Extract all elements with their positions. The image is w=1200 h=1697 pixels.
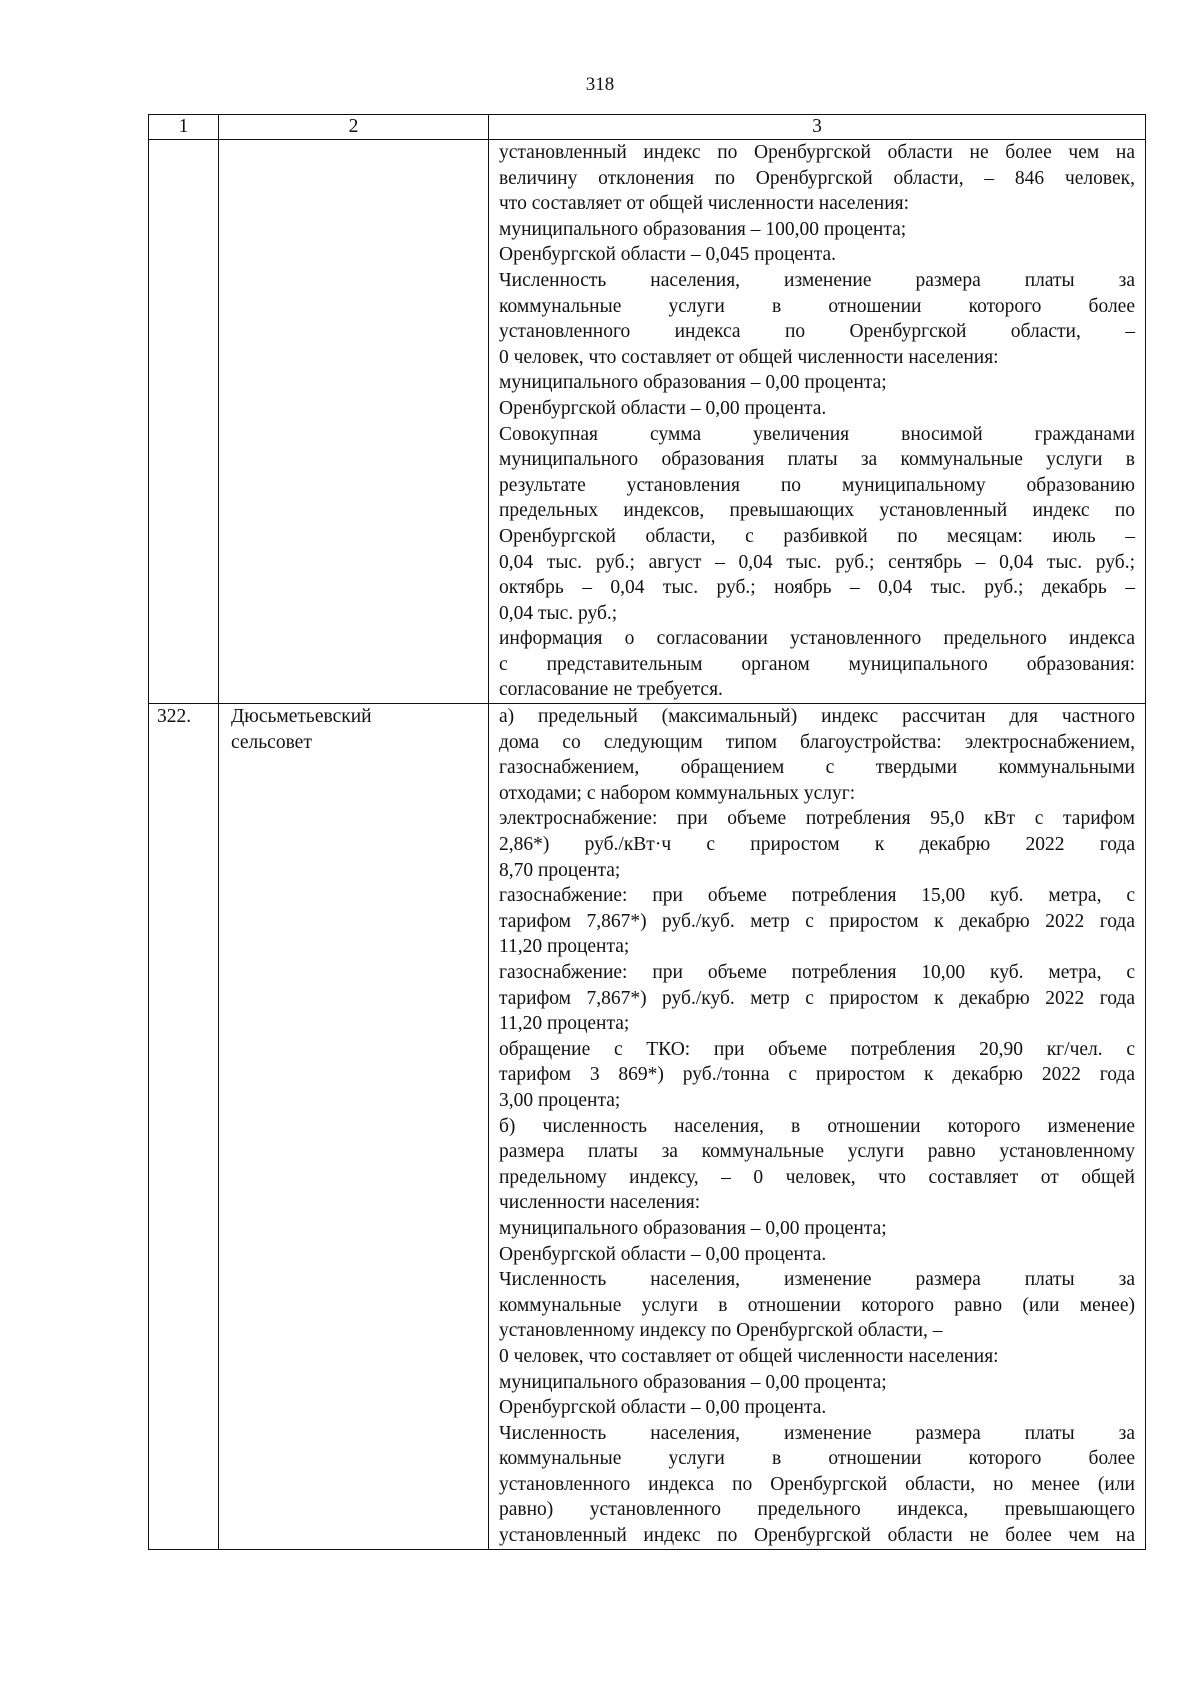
text-line: с представительным органом муниципального образования: [499, 653, 1135, 675]
description-text [499, 140, 1135, 703]
text-line: равно) установленного предельного индекса, превышающего [499, 1499, 1135, 1521]
row-number-cell: 322. [149, 704, 219, 1550]
header-col-2: 2 [219, 115, 489, 140]
text-line: октябрь – 0,04 тыс. руб.; ноябрь – 0,04 тыс. руб.; декабрь – [499, 577, 1135, 599]
text-line: предельному индексу, – 0 человек, что составляет от общей [499, 1166, 1135, 1188]
text-line: дома со следующим типом благоустройства: электроснабжением, [499, 731, 1135, 753]
text-line: электроснабжение: при объеме потребления 95,0 кВт с тарифом [499, 808, 1135, 830]
text-line: величину отклонения по Оренбургской области, – 846 человек, [499, 167, 1135, 189]
text-line: Численность населения, изменение размера платы за [499, 269, 1135, 291]
row-number-cell [149, 140, 219, 704]
text-line: муниципального образования – 100,00 процента; [499, 218, 907, 240]
text-line: Оренбургской области – 0,045 процента. [499, 244, 836, 266]
description-text [499, 704, 1135, 1549]
text-line: установленного индекса по Оренбургской области, но менее (или [499, 1473, 1135, 1495]
text-line: установленному индексу по Оренбургской области, – [499, 1320, 943, 1342]
text-line: отходами; с набором коммунальных услуг: [499, 782, 856, 804]
text-line: коммунальные услуги в отношении которого более [499, 295, 1135, 317]
page-number: 318 [585, 74, 615, 95]
text-line: б) численность населения, в отношении которого изменение [499, 1115, 1135, 1137]
text-line: Оренбургской области, с разбивкой по месяцам: июль – [499, 525, 1135, 547]
text-line: Совокупная сумма увеличения вносимой гражданами [499, 423, 1135, 445]
text-line: тарифом 7,867*) руб./куб. метр с приростом к декабрю 2022 года [499, 987, 1135, 1009]
municipality-cell [219, 140, 489, 704]
description-cell [489, 704, 1146, 1550]
text-line: газоснабжение: при объеме потребления 10,00 куб. метра, с [499, 962, 1135, 983]
text-line: а) предельный (максимальный) индекс рассчитан для частного [499, 706, 1135, 728]
text-line: 0,04 тыс. руб.; август – 0,04 тыс. руб.; сентябрь – 0,04 тыс. руб.; [499, 551, 1135, 573]
table-row-continuation [149, 140, 1146, 704]
table-header-row [149, 115, 1146, 140]
text-line: установленного индекса по Оренбургской области, – [499, 321, 1135, 343]
text-line: предельных индексов, превышающих установленный индекс по [499, 500, 1135, 522]
municipality-type-line: сельсовет [231, 731, 312, 753]
header-col-3: 3 [489, 115, 1146, 140]
text-line: Численность населения, изменение размера платы за [499, 1269, 1135, 1291]
text-line: коммунальные услуги в отношении которого равно (или менее) [499, 1294, 1135, 1316]
text-line: тарифом 3 869*) руб./тонна с приростом к декабрю 2022 года [499, 1064, 1135, 1086]
text-line: информация о согласовании установленного предельного индекса [499, 628, 1135, 650]
text-line: газоснабжением, обращением с твердыми коммунальными [499, 757, 1135, 779]
text-line: 0 человек, что составляет от общей численности населения: [499, 1345, 999, 1367]
text-line: результате установления по муниципальному образованию [499, 474, 1135, 496]
text-line: согласование не требуется. [499, 679, 723, 701]
text-line: 3,00 процента; [499, 1089, 621, 1111]
text-line: установленный индекс по Оренбургской области не более чем на [499, 1525, 1135, 1547]
text-line: Оренбургской области – 0,00 процента. [499, 397, 827, 419]
text-line: 0,04 тыс. руб.; [499, 602, 618, 624]
text-line: Численность населения, изменение размера платы за [499, 1422, 1135, 1444]
text-line: 2,86*) руб./кВт·ч с приростом к декабрю 2022 года [499, 834, 1135, 856]
text-line: 8,70 процента; [499, 859, 621, 881]
text-line: что составляет от общей численности населения: [499, 193, 910, 215]
description-cell [489, 140, 1146, 704]
text-line: муниципального образования – 0,00 процента; [499, 372, 887, 394]
text-line: Оренбургской области – 0,00 процента. [499, 1397, 827, 1419]
text-line: установленный индекс по Оренбургской области не более чем на [499, 142, 1135, 163]
header-col-1: 1 [149, 115, 219, 140]
table-row-322 [149, 704, 1146, 1550]
text-line: обращение с ТКО: при объеме потребления 20,90 кг/чел. с [499, 1038, 1135, 1060]
text-line: тарифом 7,867*) руб./куб. метр с приростом к декабрю 2022 года [499, 910, 1135, 932]
text-line: муниципального образования – 0,00 процента; [499, 1217, 887, 1239]
text-line: размера платы за коммунальные услуги равно установленному [499, 1141, 1135, 1163]
text-line: 0 человек, что составляет от общей численности населения: [499, 346, 999, 368]
text-line: муниципального образования платы за коммунальные услуги в [499, 449, 1135, 471]
text-line: газоснабжение: при объеме потребления 15,00 куб. метра, с [499, 885, 1135, 907]
text-line: 11,20 процента; [499, 1013, 630, 1035]
text-line: Оренбургской области – 0,00 процента. [499, 1243, 827, 1265]
municipality-cell [219, 704, 489, 1550]
text-line: муниципального образования – 0,00 процента; [499, 1371, 887, 1393]
text-line: 11,20 процента; [499, 936, 630, 958]
text-line: численности населения: [499, 1192, 701, 1214]
municipality-name-line: Дюсьметьевский [231, 706, 372, 728]
index-table [148, 114, 1146, 1550]
text-line: коммунальные услуги в отношении которого более [499, 1448, 1135, 1470]
